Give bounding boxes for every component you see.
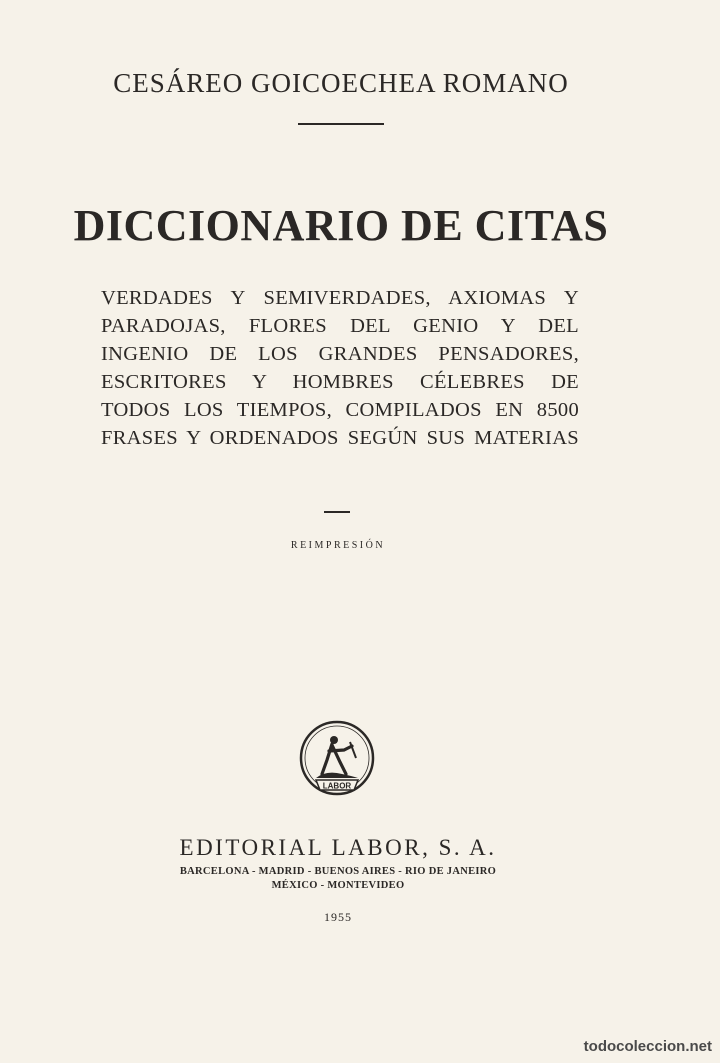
cities-line-1: BARCELONA - MADRID - BUENOS AIRES - RIO DE JANEIRO bbox=[179, 866, 497, 877]
publisher-name: EDITORIAL LABOR, S. A. bbox=[179, 835, 497, 860]
book-title: DICCIONARIO DE CITAS bbox=[73, 201, 609, 250]
subtitle-line: INGENIO DE LOS GRANDES PENSADORES, bbox=[101, 343, 579, 365]
author-divider bbox=[298, 123, 384, 125]
publication-year: 1955 bbox=[324, 910, 352, 924]
author-name: CESÁREO GOICOECHEA ROMANO bbox=[113, 68, 569, 98]
subtitle-divider bbox=[324, 511, 350, 513]
labor-emblem-icon bbox=[296, 718, 378, 804]
publisher-cities bbox=[0, 865, 676, 893]
subtitle-line: VERDADES Y SEMIVERDADES, AXIOMAS Y bbox=[101, 287, 579, 309]
subtitle-line: ESCRITORES Y HOMBRES CÉLEBRES DE bbox=[101, 371, 579, 393]
subtitle-line: FRASES Y ORDENADOS SEGÚN SUS MATERIAS bbox=[101, 427, 579, 449]
edition-note: REIMPRESIÓN bbox=[290, 540, 386, 551]
publisher-logo-icon bbox=[296, 718, 378, 809]
cities-line-2: MÉXICO - MONTEVIDEO bbox=[271, 880, 405, 891]
subtitle-line: PARADOJAS, FLORES DEL GENIO Y DEL bbox=[101, 315, 579, 337]
logo-label: LABOR bbox=[322, 781, 352, 791]
site-watermark: todocoleccion.net bbox=[583, 1038, 712, 1055]
book-subtitle bbox=[101, 284, 579, 452]
subtitle-line: TODOS LOS TIEMPOS, COMPILADOS EN 8500 bbox=[101, 399, 579, 421]
